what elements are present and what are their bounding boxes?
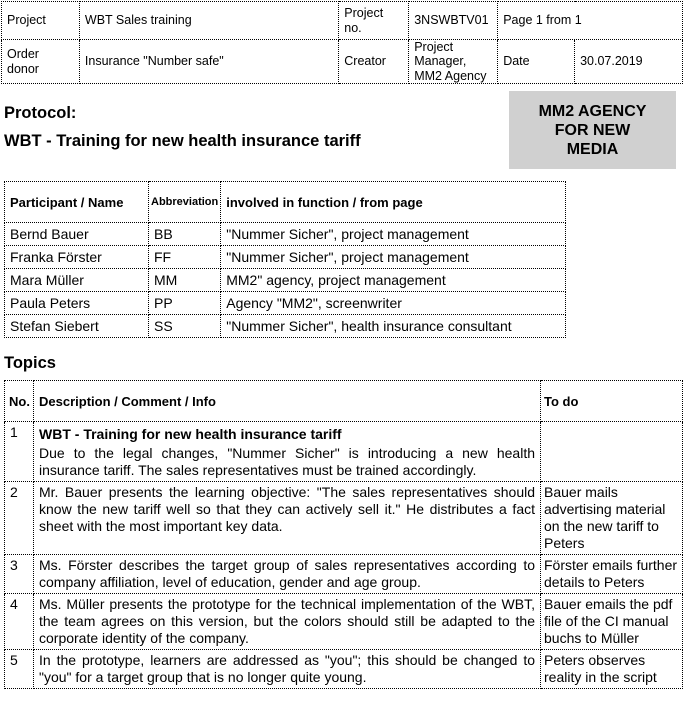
participant-function: Agency "MM2", screenwriter — [221, 292, 566, 315]
participant-name: Mara Müller — [5, 269, 149, 292]
topics-col-description: Description / Comment / Info — [34, 381, 541, 422]
topic-number: 4 — [5, 594, 34, 650]
participants-col-abbreviation: Abbreviation — [149, 182, 221, 223]
participants-header-row — [5, 182, 566, 223]
participant-name: Paula Peters — [5, 292, 149, 315]
topics-body — [5, 422, 683, 689]
header-row — [2, 2, 683, 40]
topic-number: 1 — [5, 422, 34, 482]
participant-abbreviation: MM — [149, 269, 221, 292]
participants-table — [4, 181, 566, 338]
topic-number: 2 — [5, 482, 34, 555]
participants-col-function: involved in function / from page — [221, 182, 566, 223]
topics-heading: Topics — [4, 354, 56, 372]
topics-header-row — [5, 381, 683, 422]
topic-description: In the prototype, learners are addressed as "you"; this should be changed to "you" for a target group that is no longer quite young. — [34, 650, 541, 689]
topic-number: 3 — [5, 555, 34, 594]
participant-function: "Nummer Sicher", project management — [221, 246, 566, 269]
topic-todo — [541, 422, 683, 482]
creator-label: Creator — [339, 40, 409, 84]
table-row — [5, 223, 566, 246]
topic-description: Ms. Förster describes the target group of sales representatives according to company affiliation, level of education, gender and age group. — [34, 555, 541, 594]
order-donor-value: Insurance "Number safe" — [79, 40, 338, 84]
participant-name: Franka Förster — [5, 246, 149, 269]
participant-function: MM2" agency, project management — [221, 269, 566, 292]
participant-abbreviation: FF — [149, 246, 221, 269]
table-row — [5, 555, 683, 594]
participants-body — [5, 223, 566, 338]
topic-todo: Bauer mails advertising material on the new tariff to Peters — [541, 482, 683, 555]
participant-abbreviation: BB — [149, 223, 221, 246]
table-row — [5, 315, 566, 338]
participant-abbreviation: SS — [149, 315, 221, 338]
date-value: 30.07.2019 — [575, 40, 683, 84]
table-row — [5, 650, 683, 689]
creator-value: Project Manager, MM2 Agency — [409, 40, 498, 84]
topic-title: WBT - Training for new health insurance tariff — [39, 426, 342, 442]
table-row — [5, 594, 683, 650]
topic-number: 5 — [5, 650, 34, 689]
project-label: Project — [2, 2, 80, 40]
table-row — [5, 246, 566, 269]
page-info: Page 1 from 1 — [498, 2, 683, 40]
header-row — [2, 40, 683, 84]
participants-col-name: Participant / Name — [5, 182, 149, 223]
topic-description: Mr. Bauer presents the learning objective: "The sales representatives should know the new tariff well so that they can actively sell it." He distributes a fact sheet with the most important key data. — [34, 482, 541, 555]
topic-description: Ms. Müller presents the prototype for the technical implementation of the WBT, the team agrees on this version, but the colors should still be adapted to the corporate identity of the company. — [34, 594, 541, 650]
agency-logo-text: MM2 AGENCY FOR NEW MEDIA — [538, 102, 647, 158]
table-row — [5, 292, 566, 315]
date-label: Date — [498, 40, 575, 84]
protocol-label: Protocol: — [4, 104, 77, 122]
agency-logo — [509, 91, 676, 169]
project-no-value: 3NSWBTV01 — [409, 2, 498, 40]
topic-description — [34, 422, 541, 482]
topics-table — [4, 380, 683, 689]
topics-col-no: No. — [5, 381, 34, 422]
participant-name: Bernd Bauer — [5, 223, 149, 246]
topic-text: Due to the legal changes, "Nummer Sicher" is introducing a new health insurance tariff. The sales representatives must be trained accordingly. — [39, 445, 535, 478]
topic-todo: Peters observes reality in the script — [541, 650, 683, 689]
order-donor-label: Order donor — [2, 40, 80, 84]
topics-col-todo: To do — [541, 381, 683, 422]
project-value: WBT Sales training — [79, 2, 338, 40]
document-title: WBT - Training for new health insurance tariff — [4, 132, 361, 150]
topic-todo: Bauer emails the pdf file of the CI manual buchs to Müller — [541, 594, 683, 650]
participant-function: "Nummer Sicher", project management — [221, 223, 566, 246]
table-row — [5, 269, 566, 292]
header-table — [1, 1, 683, 84]
participant-function: "Nummer Sicher", health insurance consultant — [221, 315, 566, 338]
participant-abbreviation: PP — [149, 292, 221, 315]
participant-name: Stefan Siebert — [5, 315, 149, 338]
table-row — [5, 482, 683, 555]
table-row — [5, 422, 683, 482]
project-no-label: Project no. — [339, 2, 409, 40]
topic-todo: Förster emails further details to Peters — [541, 555, 683, 594]
